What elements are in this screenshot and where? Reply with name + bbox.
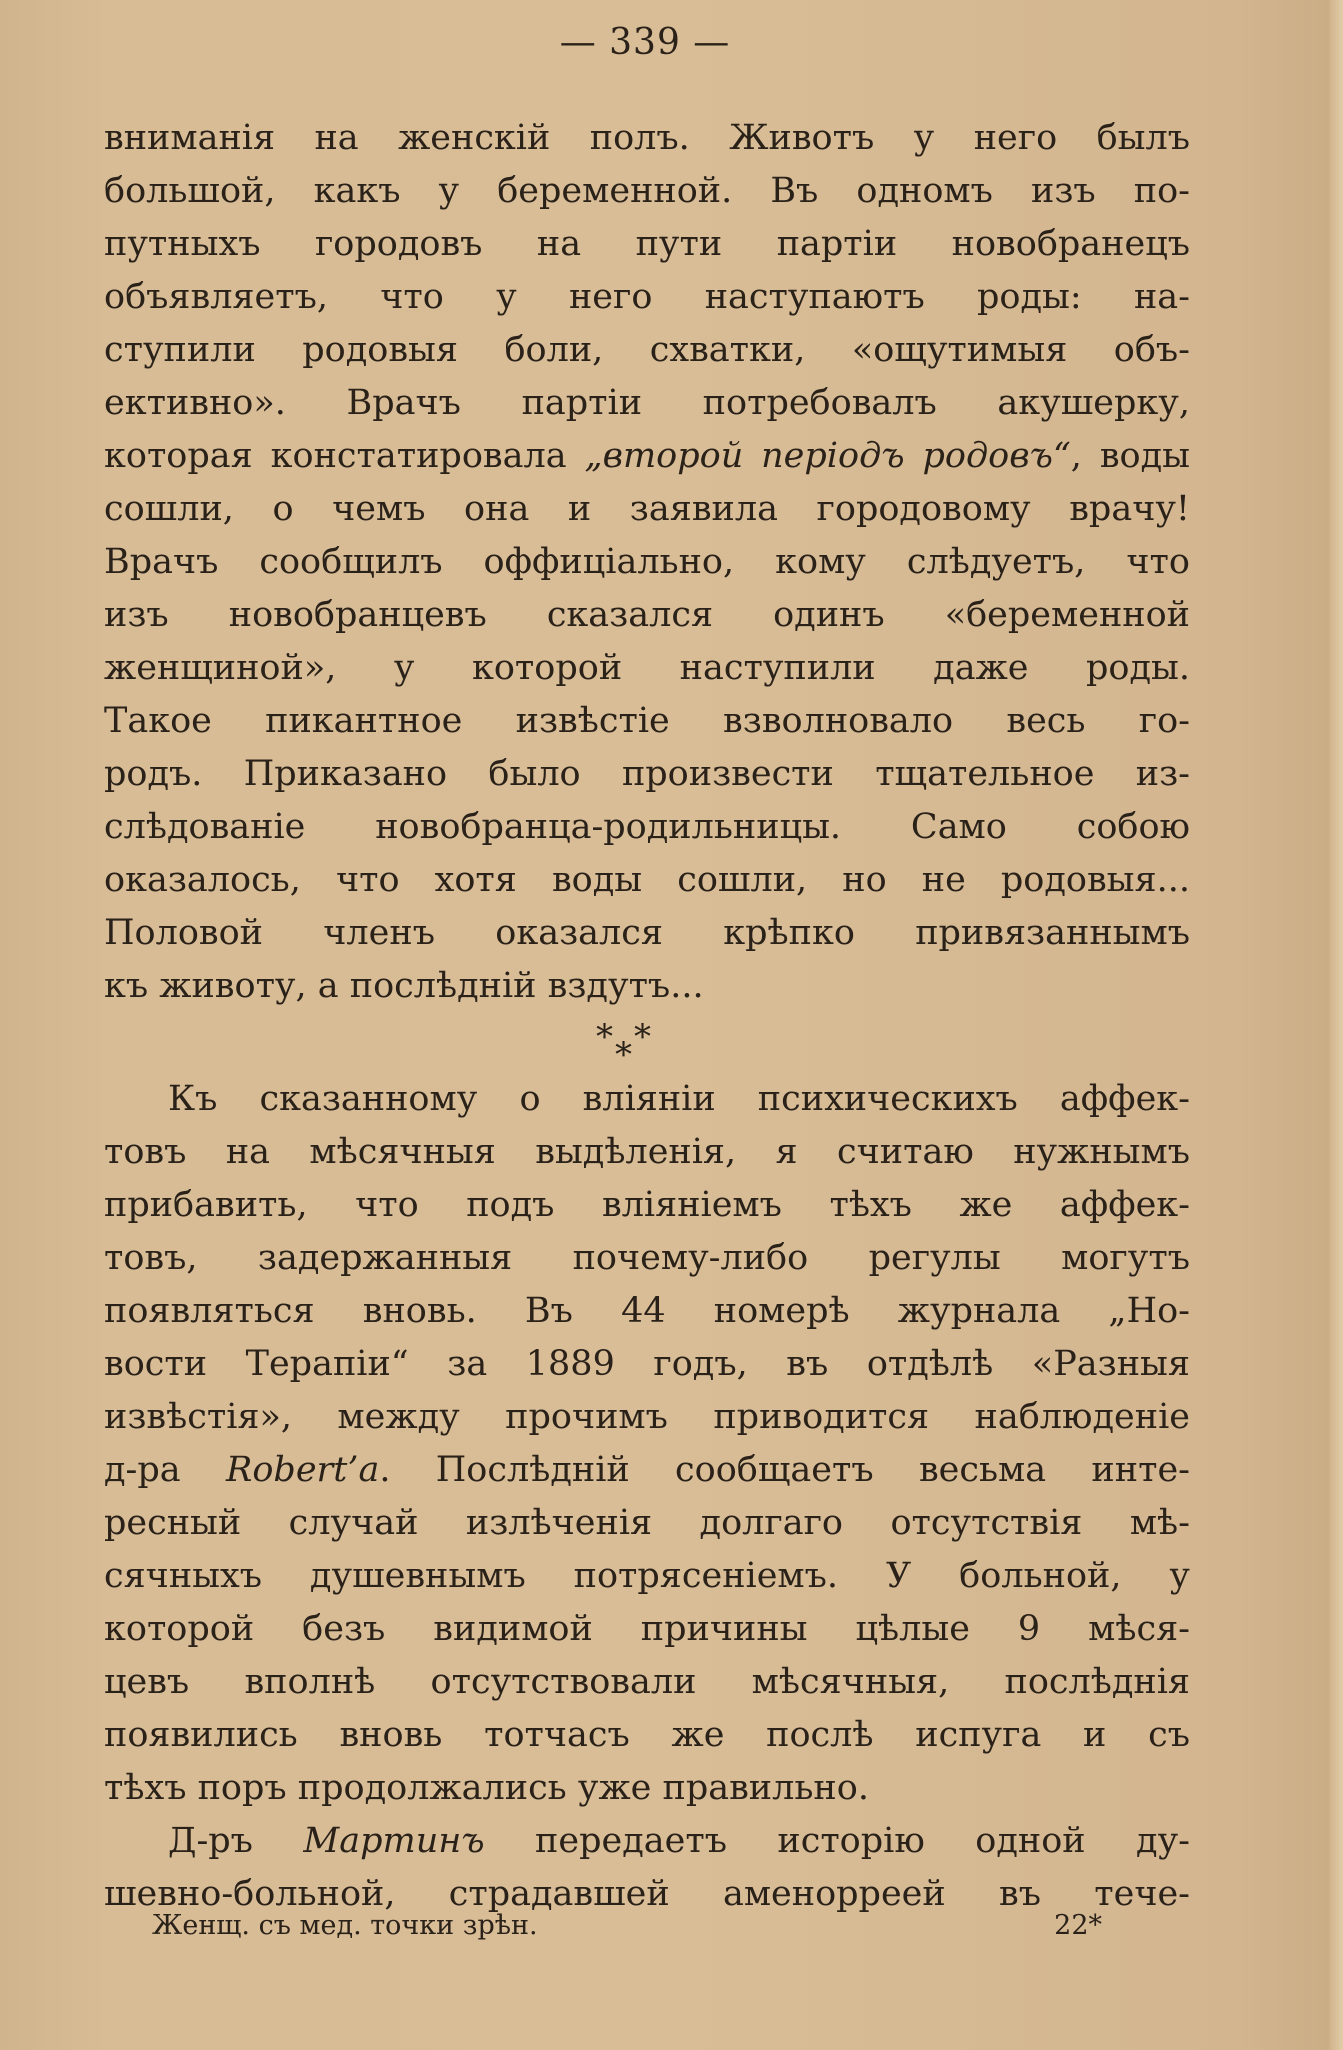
signature-mark: 22*: [1054, 1910, 1102, 1941]
text-line: цевъ вполнѣ отсутствовали мѣсячныя, послѣднія: [104, 1662, 1190, 1702]
separator-star: *: [596, 1017, 613, 1057]
text-line: Половой членъ оказался крѣпко привязаннымъ: [104, 913, 1190, 953]
text-fragment: , воды: [1070, 436, 1190, 476]
text-line: [104, 1444, 1190, 1497]
section-separator: [104, 1013, 1190, 1073]
italic-name: Мартинъ: [303, 1821, 485, 1861]
text-line: ступили родовыя боли, схватки, «ощутимыя объ-: [104, 330, 1190, 370]
text-line: женщиной», у которой наступили даже роды.: [104, 648, 1190, 688]
text-line: Врачъ сообщилъ оффиціально, кому слѣдуетъ, что: [104, 542, 1190, 582]
text-line: оказалось, что хотя воды сошли, но не родовыя...: [104, 860, 1190, 900]
text-line: путныхъ городовъ на пути партіи новобранецъ: [104, 224, 1190, 264]
text-line: [104, 430, 1190, 483]
text-line: [104, 1815, 1190, 1868]
text-line: которой безъ видимой причины цѣлые 9 мѣся-: [104, 1609, 1190, 1649]
text-line: родъ. Приказано было произвести тщательное из-: [104, 754, 1190, 794]
page-footer: [152, 1910, 1102, 1941]
text-line: изъ новобранцевъ сказался одинъ «беременной: [104, 595, 1190, 635]
text-fragment: Д-ръ: [168, 1821, 304, 1861]
text-line: тѣхъ поръ продолжались уже правильно.: [104, 1768, 869, 1808]
italic-quote: „второй періодъ родовъ“: [584, 436, 1071, 476]
text-line: вниманія на женскій полъ. Животъ у него былъ: [104, 118, 1190, 158]
text-line: ресный случай излѣченія долгаго отсутствія мѣ-: [104, 1503, 1190, 1543]
footer-title: Женщ. съ мед. точки зрѣн.: [152, 1910, 538, 1941]
text-line: прибавить, что подъ вліяніемъ тѣхъ же аффек-: [104, 1185, 1190, 1225]
text-line: сячныхъ душевнымъ потрясеніемъ. У больной, у: [104, 1556, 1190, 1596]
text-line: къ животу, а послѣдній вздутъ...: [104, 966, 704, 1006]
separator-star: *: [615, 1035, 632, 1075]
text-line: появились вновь тотчасъ же послѣ испуга и съ: [104, 1715, 1190, 1755]
text-fragment: . Послѣдній сообщаетъ весьма инте-: [379, 1450, 1190, 1490]
text-line: шевно-больной, страдавшей аменорреей въ тече-: [104, 1874, 1190, 1914]
page-edge: [1329, 0, 1343, 2050]
text-line: Къ сказанному о вліяніи психическихъ аффек-: [168, 1079, 1190, 1119]
text-line: большой, какъ у беременной. Въ одномъ изъ по-: [104, 171, 1190, 211]
text-line: товъ, задержанныя почему-либо регулы могутъ: [104, 1238, 1190, 1278]
text-line: Такое пикантное извѣстіе взволновало весь го-: [104, 701, 1190, 741]
body-text: [104, 112, 1190, 1921]
text-line: извѣстія», между прочимъ приводится наблюденіе: [104, 1397, 1190, 1437]
text-line: ективно». Врачъ партіи потребовалъ акушерку,: [104, 383, 1190, 423]
text-line: появляться вновь. Въ 44 номерѣ журнала „Но-: [104, 1291, 1190, 1331]
separator-star: *: [634, 1017, 651, 1057]
text-fragment: д-ра: [104, 1450, 226, 1490]
text-line: вости Терапіи“ за 1889 годъ, въ отдѣлѣ «Разныя: [104, 1344, 1190, 1384]
text-line: сошли, о чемъ она и заявила городовому врачу!: [104, 489, 1190, 529]
italic-name: Robert’a: [225, 1450, 380, 1490]
text-line: объявляетъ, что у него наступаютъ роды: на-: [104, 277, 1190, 317]
text-line: товъ на мѣсячныя выдѣленія, я считаю нужнымъ: [104, 1132, 1190, 1172]
text-fragment: передаетъ исторію одной ду-: [484, 1821, 1190, 1861]
page-number: — 339 —: [559, 22, 731, 63]
text-line: слѣдованіе новобранца-родильницы. Само собою: [104, 807, 1190, 847]
text-fragment: которая констатировала: [104, 436, 585, 476]
